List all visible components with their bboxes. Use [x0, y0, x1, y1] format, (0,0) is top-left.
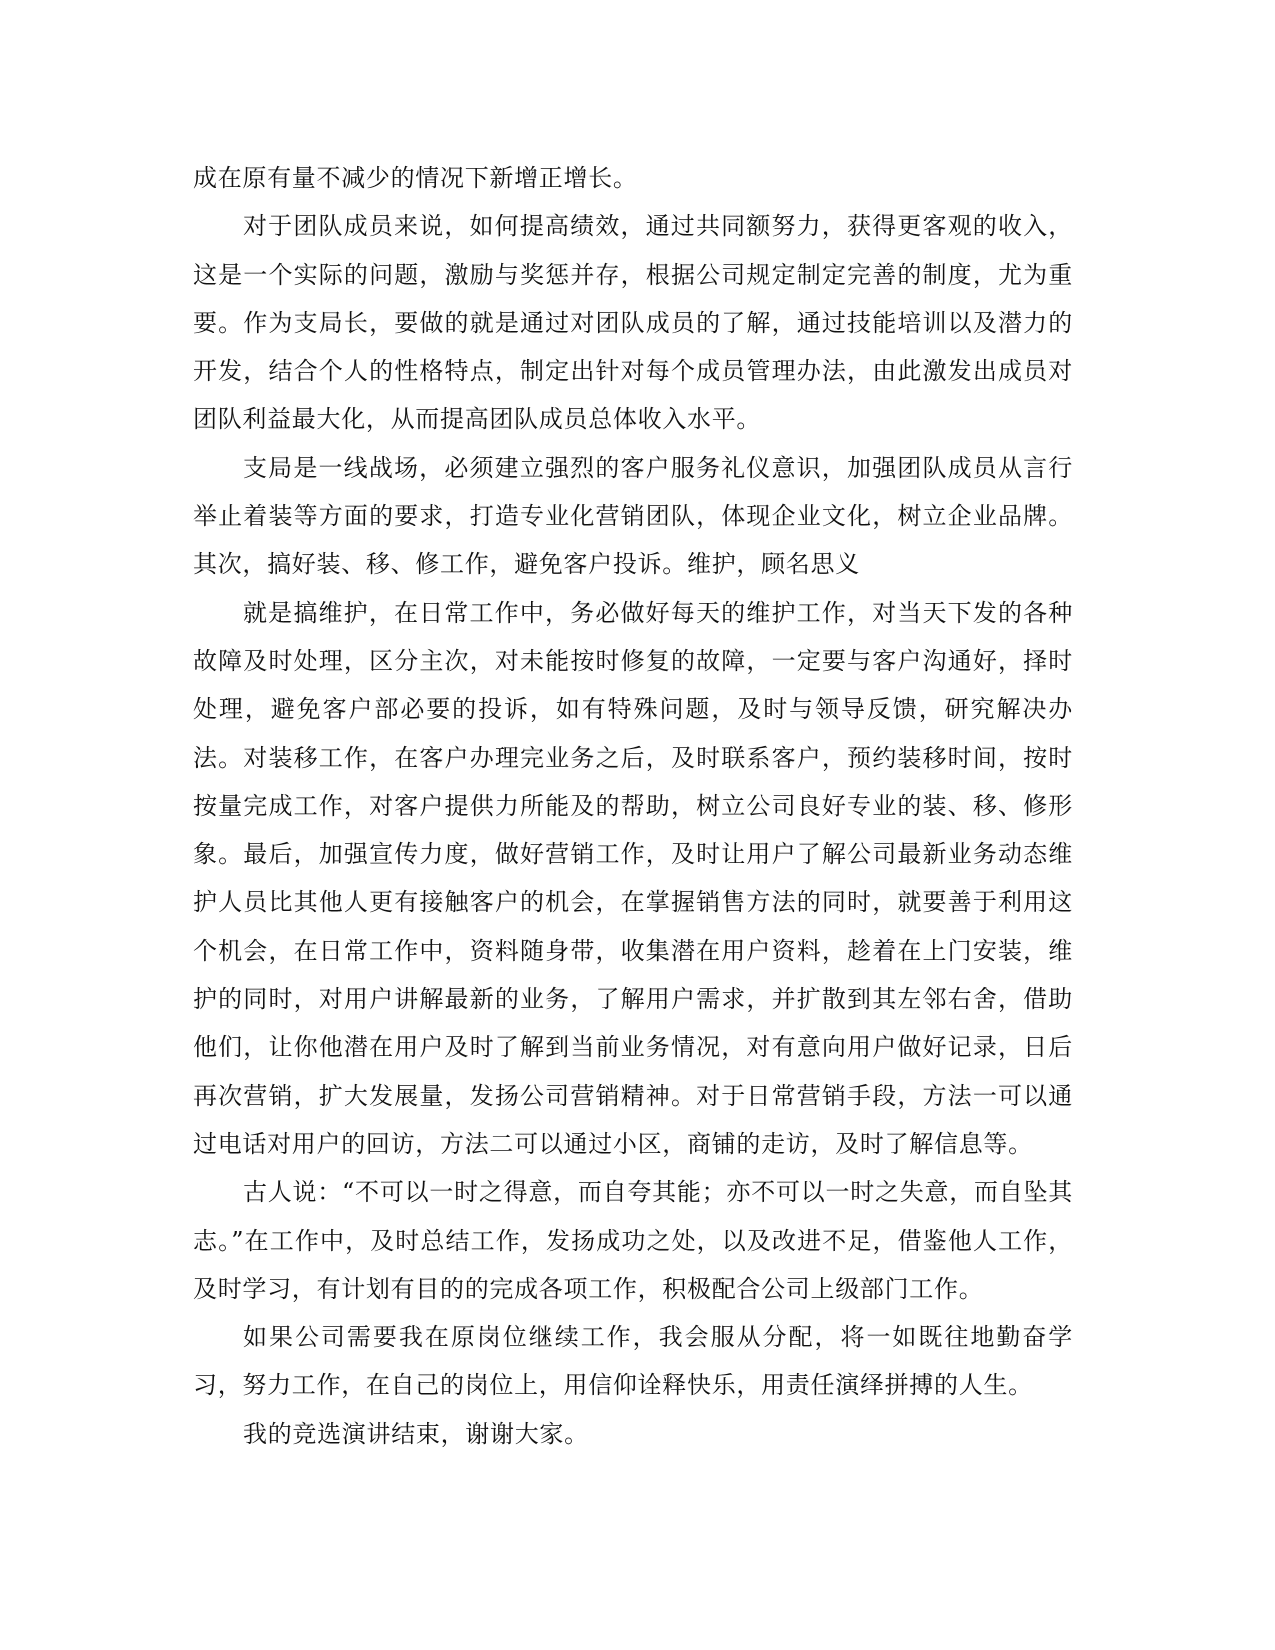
- paragraph-quote: 古人说：“不可以一时之得意，而自夸其能；亦不可以一时之失意，而自坠其志。”在工作中，及时总结工作，发扬成功之处，以及改进不足，借鉴他人工作，及时学习，有计划有目的的完成各项工作，积极配合公司上级部门工作。: [193, 1178, 1073, 1303]
- paragraph-continuation: 成在原有量不减少的情况下新增正增长。: [193, 164, 638, 192]
- paragraph-team-performance: 对于团队成员来说，如何提高绩效，通过共同额努力，获得更客观的收入，这是一个实际的问题，激励与奖惩并存，根据公司规定制定完善的制度，尤为重要。作为支局长，要做的就是通过对团队成员的了解，通过技能培训以及潜力的开发，结合个人的性格特点，制定出针对每个成员管理办法，由此激发出成员对团队利益最大化，从而提高团队成员总体收入水平。: [193, 212, 1073, 434]
- paragraph-maintenance: 就是搞维护，在日常工作中，务必做好每天的维护工作，对当天下发的各种故障及时处理，区分主次，对未能按时修复的故障，一定要与客户沟通好，择时处理，避免客户部必要的投诉，如有特殊问题，及时与领导反馈，研究解决办法。对装移工作，在客户办理完业务之后，及时联系客户，预约装移时间，按时按量完成工作，对客户提供力所能及的帮助，树立公司良好专业的装、移、修形象。最后，加强宣传力度，做好营销工作，及时让用户了解公司最新业务动态维护人员比其他人更有接触客户的机会，在掌握销售方法的同时，就要善于利用这个机会，在日常工作中，资料随身带，收集潜在用户资料，趁着在上门安装，维护的同时，对用户讲解最新的业务，了解用户需求，并扩散到其左邻右舍，借助他们，让你他潜在用户及时了解到当前业务情况，对有意向用户做好记录，日后再次营销，扩大发展量，发扬公司营销精神。对于日常营销手段，方法一可以通过电话对用户的回访，方法二可以通过小区，商铺的走访，及时了解信息等。: [193, 598, 1073, 1158]
- paragraph-closing: 我的竞选演讲结束，谢谢大家。: [243, 1419, 589, 1448]
- document-body: [193, 154, 1073, 1458]
- paragraph-commitment: 如果公司需要我在原岗位继续工作，我会服从分配，将一如既往地勤奋学习，努力工作，在自己的岗位上，用信仰诠释快乐，用责任演绎拼搏的人生。: [193, 1323, 1073, 1400]
- paragraph-customer-service: 支局是一线战场，必须建立强烈的客户服务礼仪意识，加强团队成员从言行举止着装等方面的要求，打造专业化营销团队，体现企业文化，树立企业品牌。其次，搞好装、移、修工作，避免客户投诉。维护，顾名思义: [193, 453, 1073, 579]
